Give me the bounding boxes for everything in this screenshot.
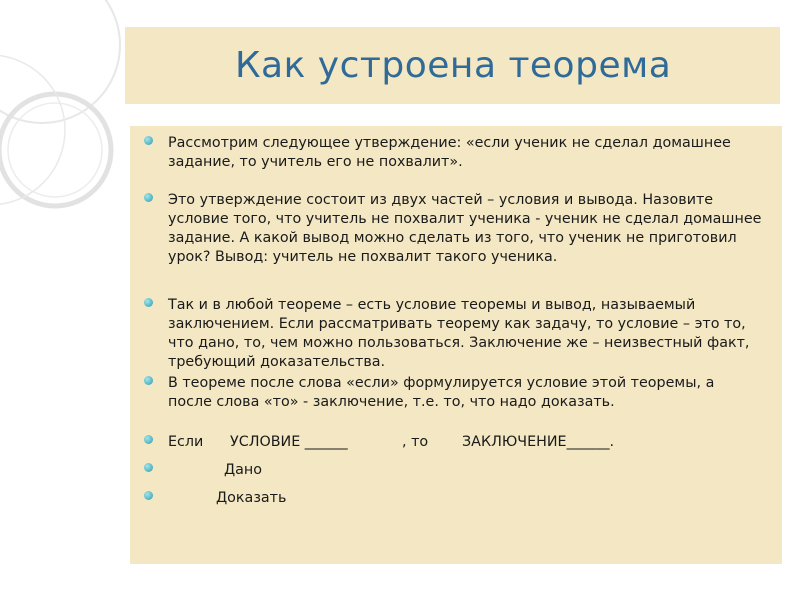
scheme-condition: УСЛОВИЕ ______ xyxy=(230,434,348,450)
bullet-text: Рассмотрим следующее утверждение: «если ученик не сделал домашнее задание, то учитель его не похвалит». xyxy=(168,135,731,170)
bullet-text: Так и в любой теореме – есть условие теоремы и вывод, называемый заключением. Если рассматривать теорему как задачу, то условие – это то, что дано, то, чем можно пользоваться. Заключение же – неизвестный факт, требующий доказательства. xyxy=(168,297,750,370)
content-panel xyxy=(130,126,782,564)
bullet-dot-icon xyxy=(144,376,153,385)
bullet-if-then xyxy=(144,374,762,412)
scheme-then-word: , то xyxy=(402,434,429,450)
bullet-text: В теореме после слова «если» формулируется условие этой теоремы, а после слова «то» - заключение, т.е. то, что надо доказать. xyxy=(168,375,715,410)
title-panel xyxy=(125,27,780,104)
bullet-theorem-parts xyxy=(144,296,762,372)
bullet-two-parts xyxy=(144,191,762,267)
bullet-dot-icon xyxy=(144,463,153,472)
bullet-statement xyxy=(144,134,762,172)
scheme-if-word: Если xyxy=(168,434,204,450)
bullet-given xyxy=(144,461,762,480)
prove-label: Доказать xyxy=(216,490,287,506)
given-label: Дано xyxy=(224,462,263,478)
bullet-dot-icon xyxy=(144,491,153,500)
bullet-dot-icon xyxy=(144,136,153,145)
scheme-conclusion: ЗАКЛЮЧЕНИЕ______. xyxy=(462,434,615,450)
bullet-text: Это утверждение состоит из двух частей – условия и вывода. Назовите условие того, что учитель не похвалит ученика - ученик не сделал домашнее задание. А какой вывод можно сделать из того, что ученик не приготовил урок? Вывод: учитель не похвалит такого ученика. xyxy=(168,192,762,265)
bullet-dot-icon xyxy=(144,435,153,444)
slide-title: Как устроена теорема xyxy=(235,45,672,86)
bullet-scheme xyxy=(144,433,762,452)
bullet-list xyxy=(144,134,762,508)
bullet-prove xyxy=(144,489,762,508)
bullet-dot-icon xyxy=(144,193,153,202)
bullet-dot-icon xyxy=(144,298,153,307)
